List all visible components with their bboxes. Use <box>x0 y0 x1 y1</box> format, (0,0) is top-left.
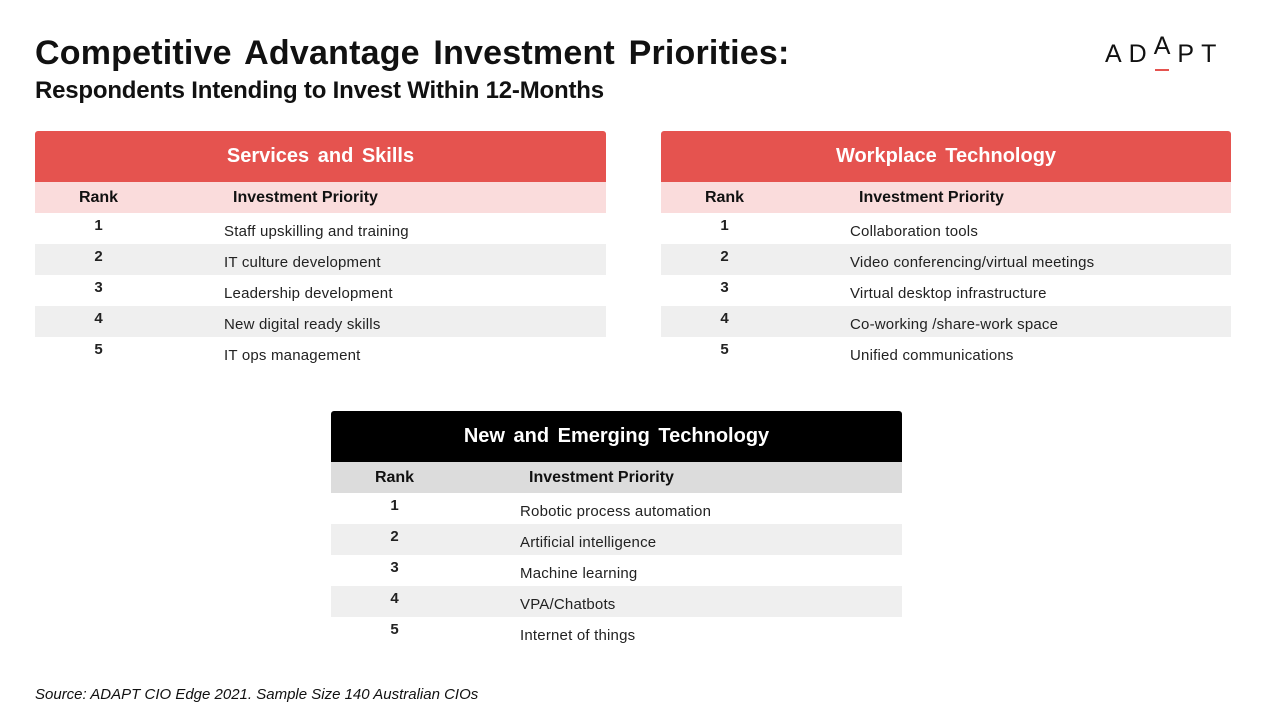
rank-cell: 3 <box>720 279 729 296</box>
table-row <box>331 617 902 648</box>
workplace-technology-table <box>661 131 1231 368</box>
priority-cell: Artificial intelligence <box>520 534 657 551</box>
rank-cell: 1 <box>390 497 399 514</box>
table-row <box>35 337 606 368</box>
priority-cell: Machine learning <box>520 565 638 582</box>
new-and-emerging-technology-table <box>331 411 902 648</box>
rank-cell: 5 <box>390 621 399 638</box>
priority-cell: Video conferencing/virtual meetings <box>850 254 1095 271</box>
priority-cell: IT ops management <box>224 347 361 364</box>
table-row <box>331 555 902 586</box>
priority-cell: Collaboration tools <box>850 223 979 240</box>
table-row <box>661 213 1231 244</box>
priority-cell: IT culture development <box>224 254 381 271</box>
rank-cell: 1 <box>720 217 729 234</box>
priority-cell: Virtual desktop infrastructure <box>850 285 1047 302</box>
table-row <box>35 306 606 337</box>
logo-text-part2: A <box>1154 40 1178 69</box>
logo-text-part1: AD <box>1105 40 1154 68</box>
priority-cell: Leadership development <box>224 285 393 302</box>
rank-column-header: Rank <box>704 188 745 206</box>
services-and-skills-table <box>35 131 606 368</box>
priority-column-header: Investment Priority <box>233 188 378 206</box>
table-row <box>35 213 606 244</box>
rank-cell: 4 <box>94 310 103 327</box>
column-headers <box>661 182 1231 213</box>
priority-cell: Co-working /share-work space <box>850 316 1059 333</box>
page-subtitle: Respondents Intending to Invest Within 12-Months <box>35 77 604 104</box>
column-headers <box>331 462 902 493</box>
priority-cell: New digital ready skills <box>224 316 381 333</box>
table-row <box>661 337 1231 368</box>
table-title: Services and Skills <box>35 131 606 182</box>
table-row <box>661 244 1231 275</box>
table-title: New and Emerging Technology <box>331 411 902 462</box>
table-row <box>35 244 606 275</box>
adapt-logo <box>1105 32 1224 69</box>
priority-cell: Robotic process automation <box>520 503 712 520</box>
rank-cell: 2 <box>720 248 729 265</box>
rank-cell: 4 <box>390 590 399 607</box>
table-row <box>35 275 606 306</box>
rank-cell: 5 <box>94 341 103 358</box>
rank-cell: 1 <box>94 217 103 234</box>
rank-column-header: Rank <box>374 468 415 486</box>
rank-column-header: Rank <box>78 188 119 206</box>
priority-column-header: Investment Priority <box>859 188 1004 206</box>
rank-cell: 2 <box>94 248 103 265</box>
rank-cell: 3 <box>390 559 399 576</box>
priority-column-header: Investment Priority <box>529 468 674 486</box>
priority-cell: VPA/Chatbots <box>520 596 616 613</box>
priority-cell: Unified communications <box>850 347 1014 364</box>
source-note: Source: ADAPT CIO Edge 2021. Sample Size 140 Australian CIOs <box>35 686 479 703</box>
rank-cell: 3 <box>94 279 103 296</box>
page-title: Competitive Advantage Investment Priorities: <box>35 34 790 72</box>
table-row <box>331 524 902 555</box>
logo-text-part3: PT <box>1177 40 1224 68</box>
table-row <box>331 493 902 524</box>
table-row <box>661 275 1231 306</box>
table-title: Workplace Technology <box>661 131 1231 182</box>
priority-cell: Staff upskilling and training <box>224 223 409 240</box>
rank-cell: 5 <box>720 341 729 358</box>
priority-cell: Internet of things <box>520 627 636 644</box>
column-headers <box>35 182 606 213</box>
table-row <box>661 306 1231 337</box>
table-row <box>331 586 902 617</box>
rank-cell: 4 <box>720 310 729 327</box>
rank-cell: 2 <box>390 528 399 545</box>
